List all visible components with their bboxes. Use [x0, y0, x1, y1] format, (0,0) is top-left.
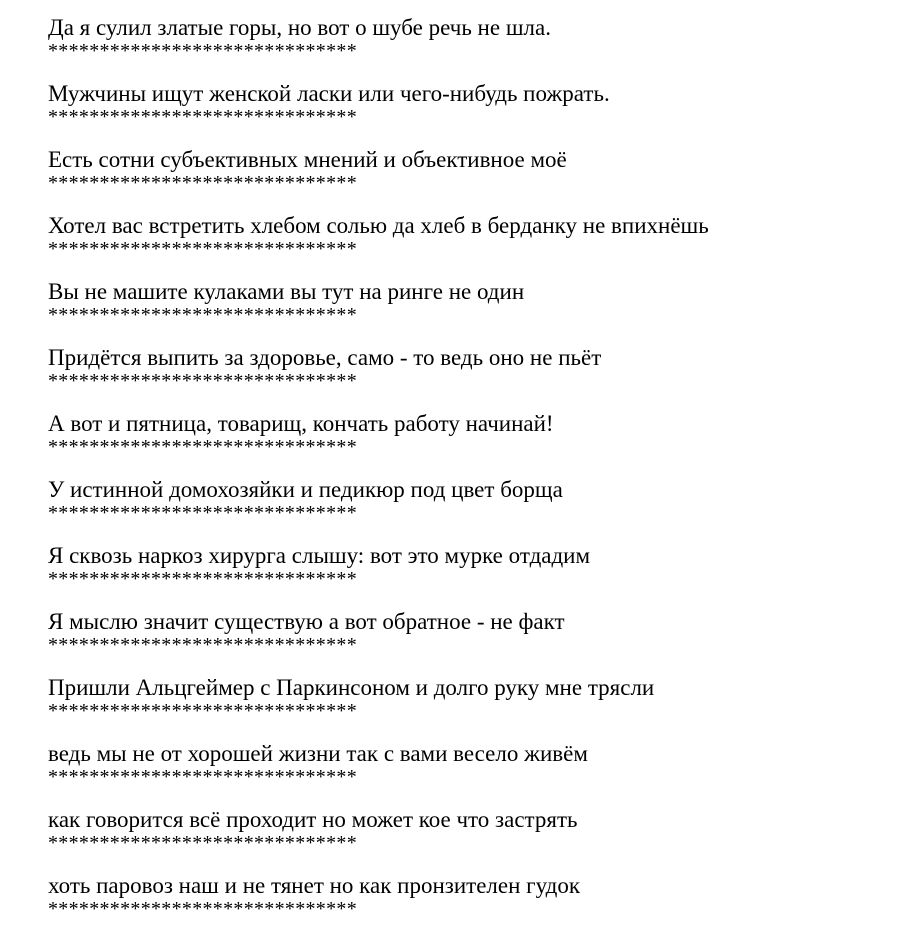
asterisk-separator: ******************************: [48, 766, 357, 788]
aphorism-text: ведь мы не от хорошей жизни так с вами весело живём: [48, 741, 588, 766]
asterisk-separator: ******************************: [48, 700, 357, 722]
aphorism-entry: [48, 144, 908, 210]
aphorism-text: Я мыслю значит существую а вот обратное - не факт: [48, 609, 565, 634]
aphorism-entry: [48, 276, 908, 342]
asterisk-separator: ******************************: [48, 832, 357, 854]
aphorism-text: У истинной домохозяйки и педикюр под цвет борща: [48, 477, 563, 502]
aphorism-entry: [48, 342, 908, 408]
aphorism-entry: [48, 12, 908, 78]
asterisk-separator: ******************************: [48, 436, 357, 458]
aphorism-text: Да я сулил златые горы, но вот о шубе речь не шла.: [48, 15, 551, 40]
asterisk-separator: ******************************: [48, 634, 357, 656]
aphorism-text: Мужчины ищут женской ласки или чего-нибудь пожрать.: [48, 81, 610, 106]
asterisk-separator: ******************************: [48, 568, 357, 590]
aphorism-entry: [48, 408, 908, 474]
aphorism-entry: [48, 606, 908, 672]
aphorism-text: Вы не машите кулаками вы тут на ринге не один: [48, 279, 525, 304]
asterisk-separator: ******************************: [48, 106, 357, 128]
asterisk-separator: ******************************: [48, 304, 357, 326]
asterisk-separator: ******************************: [48, 370, 357, 392]
aphorism-list: [48, 12, 908, 936]
asterisk-separator: ******************************: [48, 40, 357, 62]
asterisk-separator: ******************************: [48, 502, 357, 524]
asterisk-separator: ******************************: [48, 172, 357, 194]
aphorism-entry: [48, 738, 908, 804]
aphorism-entry: [48, 78, 908, 144]
aphorism-entry: [48, 210, 908, 276]
aphorism-text: хоть паровоз наш и не тянет но как пронзителен гудок: [48, 873, 581, 898]
aphorism-entry: [48, 870, 908, 936]
asterisk-separator: ******************************: [48, 238, 357, 260]
aphorism-text: Есть сотни субъективных мнений и объективное моё: [48, 147, 567, 172]
aphorism-entry: [48, 804, 908, 870]
aphorism-text: Хотел вас встретить хлебом солью да хлеб в берданку не впихнёшь: [48, 213, 709, 238]
aphorism-text: как говорится всё проходит но может кое что застрять: [48, 807, 578, 832]
aphorism-entry: [48, 540, 908, 606]
aphorism-text: Придётся выпить за здоровье, само - то ведь оно не пьёт: [48, 345, 602, 370]
aphorism-text: Я сквозь наркоз хирурга слышу: вот это мурке отдадим: [48, 543, 591, 568]
aphorism-text: А вот и пятница, товарищ, кончать работу начинай!: [48, 411, 554, 436]
aphorism-entry: [48, 672, 908, 738]
aphorism-text: Пришли Альцгеймер с Паркинсоном и долго руку мне трясли: [48, 675, 655, 700]
asterisk-separator: ******************************: [48, 898, 357, 920]
aphorism-entry: [48, 474, 908, 540]
